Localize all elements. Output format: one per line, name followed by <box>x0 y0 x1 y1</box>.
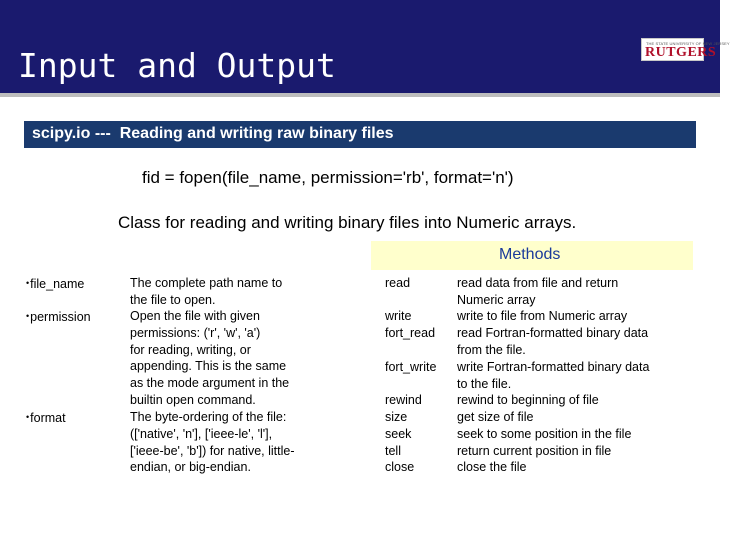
desc-line: read data from file and return <box>457 276 619 290</box>
method-description: seek to some position in the file <box>457 427 632 441</box>
desc-line: The byte-ordering of the file: <box>130 410 287 424</box>
section-banner <box>24 121 696 148</box>
param-item <box>26 275 84 293</box>
param-description <box>130 308 335 409</box>
method-name: seek <box>385 427 412 441</box>
logo-name: RUTGERS <box>645 45 717 60</box>
desc-line: permissions: ('r', 'w', 'a') <box>130 325 261 340</box>
method-description <box>457 275 618 309</box>
slide-title: Input and Output <box>18 46 336 85</box>
methods-header-label: Methods <box>499 246 561 263</box>
method-name: rewind <box>385 393 422 407</box>
method-description: close the file <box>457 460 527 474</box>
desc-line: (['native', 'n'], ['ieee-le', 'l'], <box>130 426 273 441</box>
desc-line: write Fortran-formatted binary data <box>457 360 650 374</box>
method-name: write <box>385 309 412 323</box>
method-description <box>457 325 648 359</box>
header-divider <box>0 93 720 97</box>
param-description <box>130 409 335 476</box>
method-description: return current position in file <box>457 444 612 458</box>
rutgers-logo <box>641 38 730 61</box>
slide-header <box>0 0 730 93</box>
bullet-icon: • <box>26 412 30 422</box>
desc-line: Open the file with given <box>130 309 260 323</box>
desc-line: write to file from Numeric array <box>457 309 628 323</box>
method-name: close <box>385 460 415 474</box>
desc-line: endian, or big-endian. <box>130 460 251 475</box>
desc-line: as the mode argument in the <box>130 376 290 391</box>
desc-line: the file to open. <box>130 292 216 307</box>
method-description <box>457 308 627 325</box>
param-item <box>26 409 66 427</box>
desc-line: appending. This is the same <box>130 359 287 374</box>
desc-line: read Fortran-formatted binary data <box>457 326 649 340</box>
desc-line: builtin open command. <box>130 392 256 407</box>
param-name: permission <box>30 310 91 324</box>
method-description: get size of file <box>457 410 534 424</box>
desc-line: The complete path name to <box>130 276 283 290</box>
methods-header-bar <box>371 241 693 270</box>
logo-subtitle: THE STATE UNIVERSITY OF NEW JERSEY <box>646 41 730 46</box>
method-name: tell <box>385 444 401 458</box>
desc-line: for reading, writing, or <box>130 342 251 357</box>
class-description: Class for reading and writing binary files into Numeric arrays. <box>118 213 577 232</box>
method-name: size <box>385 410 408 424</box>
method-description: rewind to beginning of file <box>457 393 599 407</box>
param-description <box>130 275 335 309</box>
desc-line: from the file. <box>457 342 526 357</box>
bullet-icon: • <box>26 278 30 288</box>
param-name: file_name <box>30 277 85 291</box>
method-name: read <box>385 276 411 290</box>
method-description <box>457 359 649 393</box>
desc-line: Numeric array <box>457 292 536 307</box>
method-name: fort_write <box>385 360 437 374</box>
desc-line: ['ieee-be', 'b']) for native, little- <box>130 443 295 458</box>
bullet-icon: • <box>26 311 30 321</box>
banner-text: scipy.io --- Reading and writing raw binary files <box>32 125 394 142</box>
param-item <box>26 308 91 326</box>
method-name: fort_read <box>385 326 436 340</box>
desc-line: to the file. <box>457 376 512 391</box>
function-signature: fid = fopen(file_name, permission='rb', format='n') <box>142 168 514 187</box>
param-name: format <box>30 411 66 425</box>
